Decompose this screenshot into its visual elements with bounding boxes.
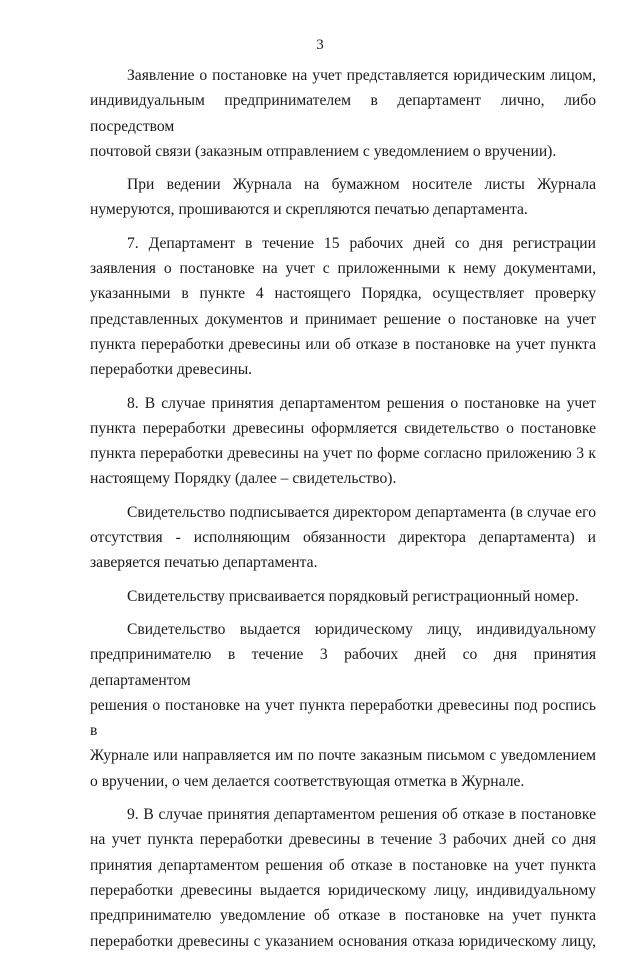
text-line: указанными в пункте 4 настоящего Порядка, осуществляет проверку [90, 285, 596, 303]
text-line: Журнале или направляется им по почте заказным письмом с уведомлением [90, 747, 596, 765]
text-line: о вручении, о чем делается соответствующая отметка в Журнале. [90, 772, 525, 790]
document-body [90, 63, 596, 954]
text-line: При ведении Журнала на бумажном носителе листы Журнала [127, 176, 596, 194]
paragraph-application-submission [90, 63, 596, 164]
text-line: почтовой связи (заказным отправлением с уведомлением о вручении). [90, 142, 557, 160]
text-line: принятия департаментом решения об отказе в постановке на учет пункта [90, 856, 596, 874]
text-line: индивидуальным предпринимателем в департамент лично, либо посредством [90, 92, 596, 135]
text-line: нумеруются, прошиваются и скрепляются печатью департамента. [90, 201, 528, 219]
text-line: Свидетельство выдается юридическому лицу, индивидуальному [127, 620, 596, 638]
text-line: переработки древесины. [90, 361, 253, 379]
paragraph-certificate-issue [90, 617, 596, 794]
text-line: на учет пункта переработки древесины в течение 3 рабочих дней со дня [90, 831, 596, 849]
text-line: Свидетельство подписывается директором департамента (в случае его [127, 503, 596, 521]
paragraph-item-9 [90, 802, 596, 954]
text-line: пункта переработки древесины или об отказе в постановке на учет пункта [90, 335, 596, 353]
text-line: переработки древесины выдается юридическому лицу, индивидуальному [90, 881, 596, 899]
text-line: 7. Департамент в течение 15 рабочих дней со дня регистрации [127, 234, 596, 252]
paragraph-certificate-signing [90, 500, 596, 576]
text-line: представленных документов и принимает решение о постановке на учет [90, 310, 596, 328]
text-line: 9. В случае принятия департаментом решения об отказе в постановке [127, 806, 596, 824]
paragraph-registration-number [90, 584, 596, 609]
text-line: пункта переработки древесины на учет по форме согласно приложению 3 к [90, 445, 596, 463]
text-line: Свидетельству присваивается порядковый регистрационный номер. [127, 587, 579, 605]
text-line: предпринимателю уведомление об отказе в постановке на учет пункта [90, 907, 596, 925]
paragraph-journal-paper [90, 172, 596, 223]
text-line: предпринимателю в течение 3 рабочих дней со дня принятия департаментом [90, 646, 596, 689]
text-line: переработки древесины с указанием основания отказа юридическому лицу, [90, 932, 596, 950]
page-number: 3 [316, 37, 324, 53]
text-line: настоящему Порядку (далее – свидетельство). [90, 470, 397, 488]
text-line: заверяется печатью департамента. [90, 554, 318, 572]
text-line: отсутствия - исполняющим обязанности директора департамента) и [90, 529, 596, 547]
paragraph-item-7 [90, 231, 596, 383]
paragraph-item-8 [90, 391, 596, 492]
text-line: заявления о постановке на учет с приложенными к нему документами, [90, 260, 596, 278]
text-line: пункта переработки древесины оформляется свидетельство о постановке [90, 419, 596, 437]
text-line: Заявление о постановке на учет представляется юридическим лицом, [127, 67, 596, 84]
text-line: решения о постановке на учет пункта переработки древесины под роспись в [90, 696, 596, 740]
text-line: 8. В случае принятия департаментом решения о постановке на учет [127, 394, 596, 412]
